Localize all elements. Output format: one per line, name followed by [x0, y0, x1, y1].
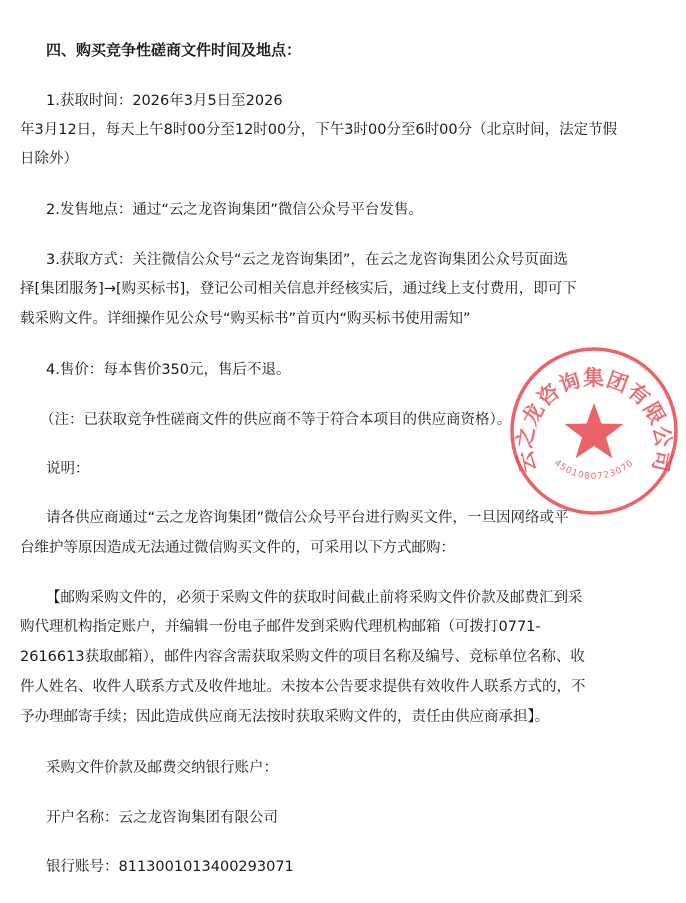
mail-line1: 【邮购采购文件的，必须于采购文件的获取时间截止前将采购文件价款及邮费汇到采	[46, 590, 583, 606]
explain-label: 说明：	[46, 461, 90, 477]
mail-line3: 2616613获取邮箱），邮件内容含需获取采购文件的项目名称及编号、竞标单位名称、收	[20, 649, 585, 665]
explain-line1: 请各供应商通过“云之龙咨询集团”微信公众号平台进行购买文件，一旦因网络或平	[46, 510, 569, 526]
item4-text: 4.售价：每本售价350元，售后不退。	[46, 362, 291, 378]
item3-line2: 择[集团服务]→[购买标书]，登记公司相关信息并经核实后，通过线上支付费用，即可下	[20, 281, 577, 297]
item3-line1: 3.获取方式：关注微信公众号“云之龙咨询集团”，在云之龙咨询集团公众号页面选	[46, 252, 568, 268]
note-text: （注：已获取竞争性磋商文件的供应商不等于符合本项目的供应商资格）。	[40, 412, 512, 428]
seal-text: 云之龙咨询集团有限公司	[512, 366, 676, 475]
company-seal	[508, 345, 680, 517]
star-icon	[565, 403, 624, 458]
mail-line4: 件人姓名、收件人联系方式及收件地址。未按本公告要求提供有效收件人联系方式的，不	[20, 679, 586, 695]
account-name: 开户名称：云之龙咨询集团有限公司	[46, 810, 278, 826]
account-number: 银行账号：8113001013400293071	[46, 859, 294, 875]
bank-intro: 采购文件价款及邮费交纳银行账户：	[46, 760, 278, 776]
mail-line2: 购代理机构指定账户，并编辑一份电子邮件发到采购代理机构邮箱（可拨打0771-	[20, 619, 541, 635]
item2-text: 2.发售地点：通过“云之龙咨询集团”微信公众号平台发售。	[46, 202, 423, 218]
item1-line3: 日除外）	[20, 151, 78, 167]
mail-line5: 予办理邮寄手续；因此造成供应商无法按时获取采购文件的，责任由供应商承担】。	[20, 709, 550, 725]
seal-code: 4501080723070	[551, 458, 637, 482]
explain-line2: 台维护等原因造成无法通过微信购买文件的，可采用以下方式邮购：	[20, 540, 455, 556]
section-title: 四、购买竞争性磋商文件时间及地点：	[46, 41, 302, 59]
item3-line3: 载采购文件。详细操作见公众号“购买标书”首页内“购买标书使用需知”	[20, 311, 471, 327]
item1-line2: 年3月12日，每天上午8时00分至12时00分，下午3时00分至6时00分（北京时间，法定节假	[20, 122, 618, 138]
item1-line1: 1.获取时间：2026年3月5日至2026	[46, 93, 283, 109]
